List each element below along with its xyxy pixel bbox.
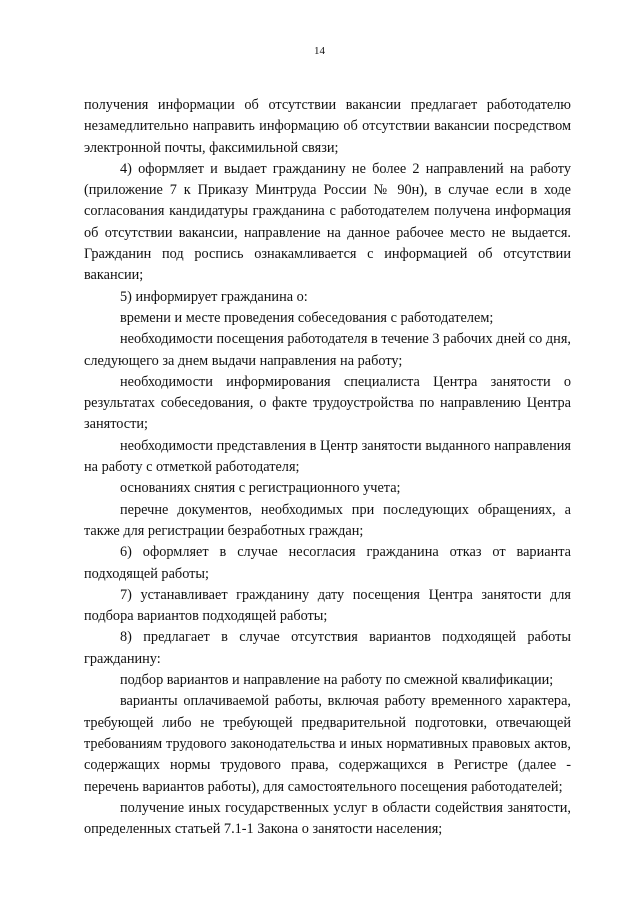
paragraph: необходимости посещения работодателя в течение 3 рабочих дней со дня, следующего за днем выдачи направления на работу; [84, 331, 571, 369]
paragraph: необходимости представления в Центр занятости выданного направления на работу с отметкой работодателя; [84, 437, 571, 476]
paragraph: 7) устанавливает гражданину дату посещения Центра занятости для подбора вариантов подходящей работы; [84, 586, 571, 625]
paragraph: времени и месте проведения собеседования с работодателем; [120, 309, 494, 326]
paragraph: основаниях снятия с регистрационного учета; [120, 480, 401, 497]
paragraph: необходимости информирования специалиста Центра занятости о результатах собеседования, о факте трудоустройства по направлению Центра занятости; [84, 373, 571, 433]
paragraph: 8) предлагает в случае отсутствия вариантов подходящей работы гражданину: [84, 629, 571, 667]
paragraph: получение иных государственных услуг в области содействия занятости, определенных статьей 7.1-1 Закона о занятости населения; [84, 799, 571, 838]
paragraph: подбор вариантов и направление на работу по смежной квалификации; [120, 672, 554, 689]
paragraph: 4) оформляет и выдает гражданину не более 2 направлений на работу (приложение 7 к Приказу Минтруда России № 90н), в случае если в ходе согласования кандидатуры гражданина с работодателем получена информация об отсутствии вакансии, направление на данное рабочее место не выдается. Гражданин под роспись ознакамливается с информацией об отсутствии вакансии; [84, 160, 571, 284]
paragraph: получения информации об отсутствии вакансии предлагает работодателю незамедлительно направить информацию об отсутствии вакансии посредством электронной почты, факсимильной связи; [84, 97, 571, 156]
paragraph: варианты оплачиваемой работы, включая работу временного характера, требующей либо не требующей предварительной подготовки, отвечающей требованиям трудового законодательства и иных нормативных правовых актов, содержащих нормы трудового права, содержащихся в Регистре (далее - перечень вариантов работы), для самостоятельного посещения работодателей; [84, 693, 571, 795]
page-number: 14 [314, 45, 325, 57]
paragraph: перечне документов, необходимых при последующих обращениях, а также для регистрации безработных граждан; [84, 501, 571, 539]
paragraph: 5) информирует гражданина о: [120, 288, 308, 305]
document-body [84, 95, 571, 840]
paragraph: 6) оформляет в случае несогласия гражданина отказ от варианта подходящей работы; [84, 544, 571, 582]
